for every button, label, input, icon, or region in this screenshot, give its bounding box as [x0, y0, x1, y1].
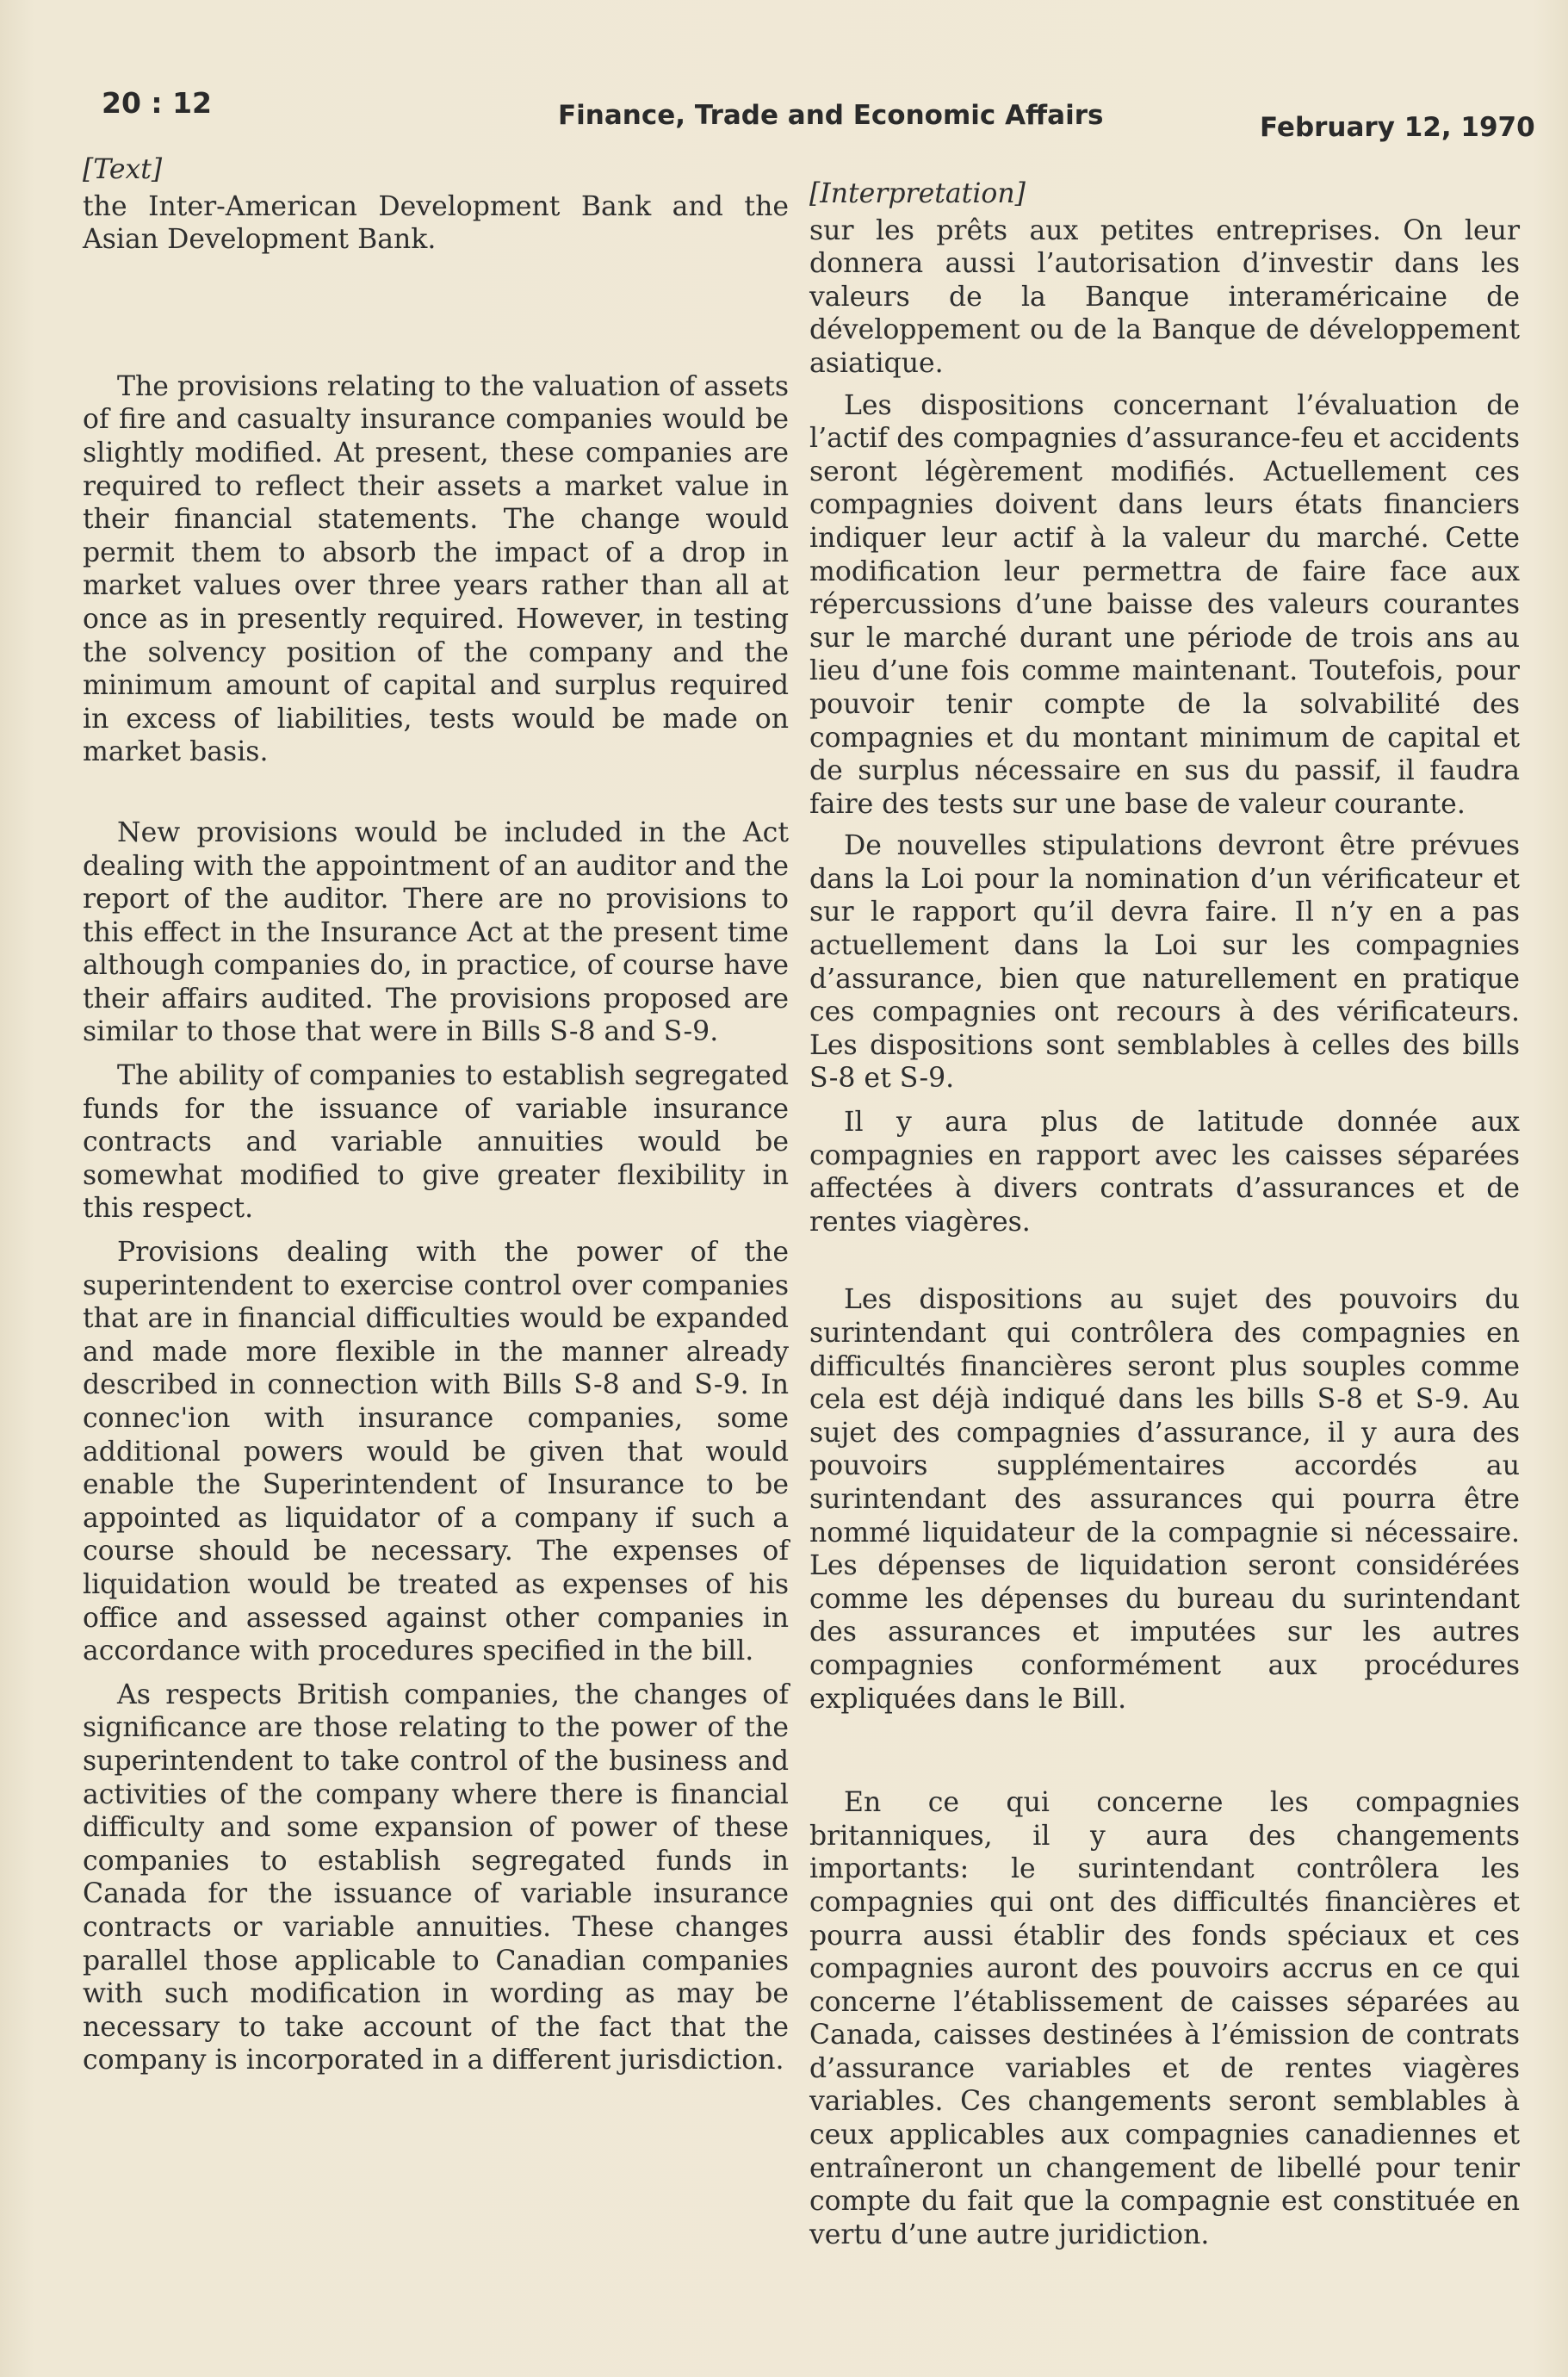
french-interpretation-column [809, 177, 1520, 2251]
page-number: 20 : 12 [102, 86, 213, 120]
paragraph-fr-3: De nouvelles stipulations devront être prévues dans la Loi pour la nomination d’un vérificateur et sur le rapport qu’il devra faire. Il n’y en a pas actuellement dans la Loi sur les compagnies d’assurance, bien que naturellement en pratique ces compagnies ont recours à des vérificateurs. Les dispositions sont semblables à celles des bills S-8 et S-9. [809, 830, 1520, 1095]
text-label: [Text] [83, 154, 163, 185]
committee-title: Finance, Trade and Economic Affairs [558, 100, 1104, 131]
paragraph-en-6: As respects British companies, the changes of significance are those relating to the power of the superintendent to take control of the business and activities of the company where there is financial difficulty and some expansion of power of these companies to establish segregated funds in Canada for the issuance of variable insurance contracts or variable annuities. These changes parallel those applicable to Canadian companies with such modification in wording as may be necessary to take account of the fact that the company is incorporated in a different jurisdiction. [83, 1679, 789, 2076]
paragraph-en-4: The ability of companies to establish segregated funds for the issuance of variable insurance contracts and variable annuities would be somewhat modified to give greater flexibility in this respect. [83, 1060, 789, 1225]
paragraph-en-1: the Inter-American Development Bank and the Asian Development Bank. [83, 190, 789, 256]
paragraph-fr-4: Il y aura plus de latitude donnée aux compagnies en rapport avec les caisses séparées affectées à divers contrats d’assurances et de rentes viagères. [809, 1107, 1520, 1238]
paragraph-fr-5: Les dispositions au sujet des pouvoirs du surintendant qui contrôlera des compagnies en difficultés financières seront plus souples comme cela est déjà indiqué dans les bills S-8 et S-9. Au sujet des compagnies d’assurance, il y aura des pouvoirs supplémentaires accordés au surintendant des assurances qui pourra être nommé liquidateur de la compagnie si nécessaire. Les dépenses de liquidation seront considérées comme les dépenses du bureau du surintendant des assurances et imputées sur les autres compagnies conformément aux procédures expliquées dans le Bill. [809, 1284, 1520, 1715]
paragraph-en-5: Provisions dealing with the power of the superintendent to exercise control over companies that are in financial difficulties would be expanded and made more flexible in the manner already described in connection with Bills S-8 and S-9. In connec'ion with insurance companies, some additional powers would be given that would enable the Superintendent of Insurance to be appointed as liquidator of a company if such a course should be necessary. The expenses of liquidation would be treated as expenses of his office and assessed against other companies in accordance with procedures specified in the bill. [83, 1237, 789, 1667]
paragraph-en-3: New provisions would be included in the Act dealing with the appointment of an auditor and the report of the auditor. There are no provisions to this effect in the Insurance Act at the present time although companies do, in practice, of course have their affairs audited. The provisions proposed are similar to those that were in Bills S-8 and S-9. [83, 816, 789, 1048]
interpretation-label: [Interpretation] [809, 178, 1026, 209]
paragraph-fr-6: En ce qui concerne les compagnies britanniques, il y aura des changements importants: le surintendant contrôlera les compagnies qui ont des difficultés financières et pourra aussi établir des fonds spéciaux et ces compagnies auront des pouvoirs accrus en ce qui concerne l’établissement de caisses séparées au Canada, caisses destinées à l’émission de contrats d’assurance variables et de rentes viagères variables. Ces changements seront semblables à ceux applicables aux compagnies canadiennes et entraîneront un changement de libellé pour tenir compte du fait que la compagnie est constituée en vertu d’une autre juridiction. [809, 1787, 1520, 2250]
paragraph-fr-2: Les dispositions concernant l’évaluation de l’actif des compagnies d’assurance-feu et accidents seront légèrement modifiés. Actuellement ces compagnies doivent dans leurs états financiers indiquer leur actif à la valeur du marché. Cette modification leur permettra de faire face aux répercussions d’une baisse des valeurs courantes sur le marché durant une période de trois ans au lieu d’une fois comme maintenant. Toutefois, pour pouvoir tenir compte de la solvabilité des compagnies et du montant minimum de capital et de surplus nécessaire en sus du passif, il faudra faire des tests sur une base de valeur courante. [809, 389, 1520, 820]
english-text-column [83, 153, 789, 2077]
paragraph-en-2: The provisions relating to the valuation of assets of fire and casualty insurance companies would be slightly modified. At present, these companies are required to reflect their assets a market value in their financial statements. The change would permit them to absorb the impact of a drop in market values over three years rather than all at once as in presently required. However, in testing the solvency position of the company and the minimum amount of capital and surplus required in excess of liabilities, tests would be made on market basis. [83, 370, 789, 768]
meeting-date: February 12, 1970 [1260, 112, 1535, 143]
paragraph-fr-1: sur les prêts aux petites entreprises. On leur donnera aussi l’autorisation d’investir dans les valeurs de la Banque interaméricaine de développement ou de la Banque de développement asiatique. [809, 214, 1520, 379]
page-header [102, 83, 1535, 143]
